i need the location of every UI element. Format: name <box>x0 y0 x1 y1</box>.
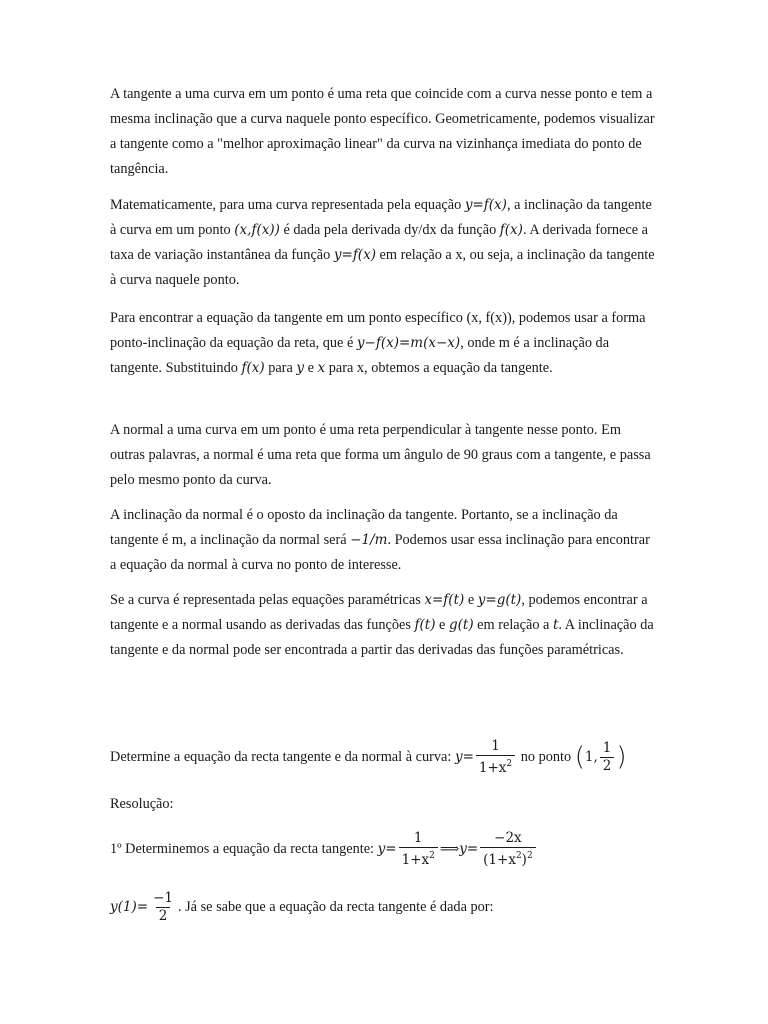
text: . Já se sabe que a equação da recta tangente é dada por: <box>177 898 494 915</box>
equation: x <box>317 360 326 376</box>
equation: y= <box>459 840 479 857</box>
step-2 <box>110 890 655 925</box>
text: . A inclinação da tangente e da normal pode ser encontrada a partir das derivadas das funções paramétricas. <box>110 617 654 658</box>
text: Para encontrar a equação da tangente em um ponto específico (x, f(x)), podemos usar a forma ponto-inclinação da equação da reta, que é <box>110 310 646 351</box>
text: , a inclinação da tangente à curva em um ponto <box>110 197 652 238</box>
fraction: $\frac{-2x}{(1+x^2)^2}$ <box>480 830 536 869</box>
text: Determine a equação da recta tangente e da normal à curva: <box>110 748 452 765</box>
text: 1º Determinemos a equação da recta tangente: <box>110 840 375 857</box>
fraction: $\frac{1}{1+x^2}$ <box>476 738 515 777</box>
paragraph-normal-definition <box>110 418 655 493</box>
paragraph-parametric <box>110 588 655 663</box>
paragraph-tangent-definition <box>110 82 655 182</box>
equation: y=f(x) <box>464 197 507 213</box>
text: em relação a x, ou seja, a inclinação da tangente à curva naquele ponto. <box>110 247 655 288</box>
equation: y(1)= <box>110 898 149 915</box>
fraction: $\frac{1}{1+x^2}$ <box>399 830 438 869</box>
text: em relação a <box>477 617 550 633</box>
equation: f(x) <box>241 360 265 376</box>
equation: y <box>296 360 305 376</box>
fraction: $\frac{1}{2}$ <box>600 740 615 775</box>
text: Matematicamente, para uma curva representada pela equação <box>110 197 462 213</box>
text: para <box>268 360 293 376</box>
text: Se a curva é representada pelas equações paramétricas <box>110 592 421 608</box>
text: A inclinação da normal é o oposto da inclinação da tangente. Portanto, se a inclinação da tangente é m, a inclinação da normal será <box>110 507 618 548</box>
paragraph-point-slope <box>110 306 655 381</box>
equation: f(x) <box>499 222 523 238</box>
paragraph-text: A tangente a uma curva em um ponto é uma reta que coincide com a curva nesse ponto e tem a mesma inclinação que a curva naquele ponto específico. Geometricamente, podemos visualizar a tangente como a "melhor aproximação linear" da curva na vizinhança imediata do ponto de tangência. <box>110 86 655 177</box>
paragraph-derivative <box>110 193 655 293</box>
text: no ponto <box>520 748 572 765</box>
equation: y−f(x)=m(x−x) <box>356 335 461 351</box>
text: e <box>307 360 314 376</box>
text: é dada pela derivada dy/dx da função <box>283 222 497 238</box>
equation: y=f(x) <box>333 247 376 263</box>
resolution-heading <box>110 792 655 817</box>
equation: y=g(t) <box>477 592 522 608</box>
text: . A derivada fornece a taxa de variação instantânea da função <box>110 222 648 263</box>
paragraph-text: A normal a uma curva em um ponto é uma reta perpendicular à tangente nesse ponto. Em outras palavras, a normal é uma reta que forma um ângulo de 90 graus com a tangente, e passa pelo mesmo ponto da curva. <box>110 422 651 488</box>
text: e <box>467 592 475 608</box>
equation: x=f(t) <box>424 592 465 608</box>
equation: y= <box>377 840 397 857</box>
point-x: 1, <box>584 748 598 765</box>
fraction: $\frac{-1}{2}$ <box>153 890 173 924</box>
problem-statement: Determine a equação da recta tangente e da normal à curva: y= $\frac{1}{1+x^2}$ no ponto (1, $\frac{1}{2}$ ) <box>110 738 627 776</box>
text: para x, obtemos a equação da tangente. <box>328 360 553 376</box>
equation: (x,f(x)) <box>234 222 280 238</box>
equation: t <box>552 617 559 633</box>
text: , onde m é a inclinação da tangente. Substituindo <box>110 335 610 376</box>
step-1 <box>110 830 670 869</box>
implies-arrow: ⟹ <box>439 840 460 857</box>
paragraph-normal-slope <box>110 503 655 578</box>
equation: −1/m <box>350 532 388 548</box>
equation: g(t) <box>448 617 474 633</box>
text: , podemos encontrar a tangente e a normal usando as derivadas das funções <box>110 592 648 633</box>
equation: f(t) <box>414 617 436 633</box>
text: e <box>439 617 446 633</box>
equation: y= <box>454 748 474 765</box>
text: Resolução: <box>110 796 174 812</box>
text: . Podemos usar essa inclinação para encontrar a equação da normal à curva no ponto de interesse. <box>110 532 650 573</box>
